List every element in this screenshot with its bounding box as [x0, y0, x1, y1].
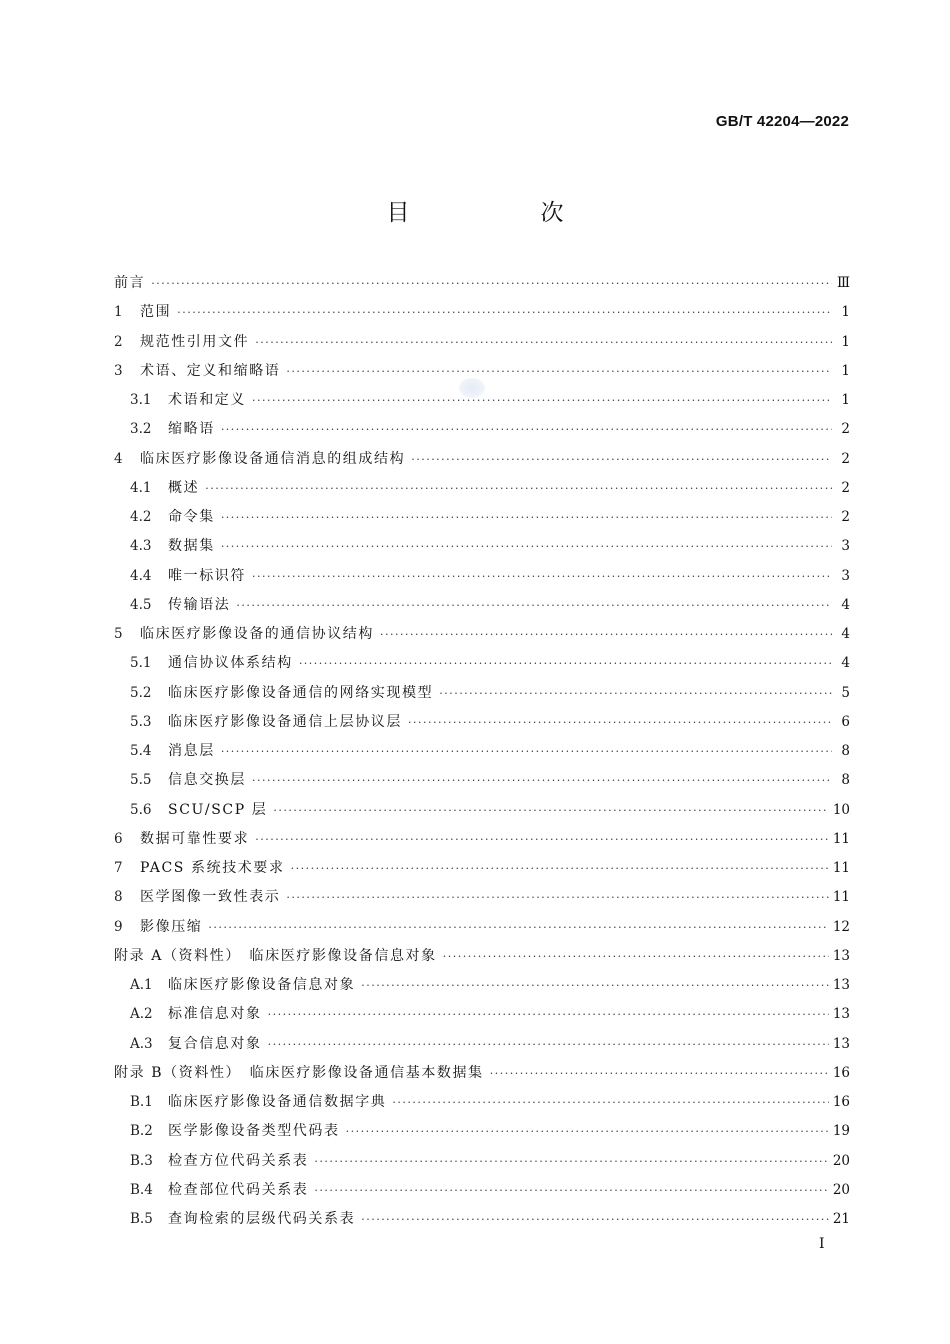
toc-entry-number: A.3: [130, 1035, 153, 1052]
toc-entry-page: 4: [841, 655, 850, 672]
toc-entry[interactable]: [114, 854, 850, 883]
toc-entry-number: 4: [114, 450, 123, 467]
toc-dot-leader: [255, 825, 829, 854]
toc-entry[interactable]: [114, 1176, 850, 1205]
toc-entry-number: B.3: [130, 1152, 153, 1169]
table-of-contents: [114, 269, 850, 1234]
toc-entry-title: 医学图像一致性表示: [140, 889, 281, 906]
toc-entry-page: 10: [832, 801, 850, 818]
toc-dot-leader: [268, 1030, 829, 1059]
toc-entry-page: 11: [832, 830, 850, 847]
toc-entry-page: Ⅲ: [836, 275, 850, 291]
toc-entry-number: B.1: [130, 1094, 153, 1110]
toc-entry-number: 4.5: [130, 596, 152, 613]
toc-entry-page: 4: [841, 596, 850, 613]
toc-entry[interactable]: [114, 942, 850, 971]
toc-entry[interactable]: [114, 679, 850, 708]
toc-entry-number: 8: [114, 889, 123, 906]
toc-entry-title: 通信协议体系结构: [168, 655, 293, 672]
toc-entry-title: 唯一标识符: [168, 567, 246, 584]
toc-dot-leader: [205, 474, 832, 503]
toc-entry-title: 附录 B（资料性） 临床医疗影像设备通信基本数据集: [114, 1064, 484, 1081]
toc-dot-leader: [361, 971, 829, 1000]
toc-dot-leader: [361, 1205, 829, 1234]
toc-dot-leader: [268, 1000, 829, 1029]
toc-entry-number: 5.1: [130, 655, 152, 672]
toc-dot-leader: [443, 942, 829, 971]
toc-entry-number: A.2: [130, 1006, 153, 1023]
toc-dot-leader: [299, 649, 832, 678]
toc-entry-page: 13: [832, 977, 850, 993]
toc-entry-page: 3: [841, 538, 850, 555]
toc-entry-page: 12: [832, 918, 850, 935]
toc-entry-number: 5.4: [130, 743, 152, 759]
toc-entry[interactable]: [114, 883, 850, 912]
toc-entry-title: 临床医疗影像设备通信消息的组成结构: [140, 450, 406, 467]
toc-entry[interactable]: [114, 357, 850, 386]
toc-entry[interactable]: [114, 796, 850, 825]
toc-entry-title: 标准信息对象: [168, 1006, 262, 1023]
toc-dot-leader: [252, 766, 832, 795]
toc-dot-leader: [314, 1176, 828, 1205]
toc-entry[interactable]: [114, 649, 850, 678]
toc-entry[interactable]: [114, 562, 850, 591]
toc-entry-title: 缩略语: [168, 421, 215, 438]
toc-entry-title: 术语、定义和缩略语: [140, 362, 281, 379]
toc-entry[interactable]: [114, 1088, 850, 1117]
toc-entry-page: 20: [832, 1152, 850, 1169]
toc-entry-title: 检查方位代码关系表: [168, 1152, 309, 1169]
toc-entry-page: 3: [841, 567, 850, 584]
toc-entry-title: 影像压缩: [140, 918, 203, 935]
toc-entry[interactable]: [114, 591, 850, 620]
toc-entry-number: 4.3: [130, 538, 152, 555]
toc-entry-title: 消息层: [168, 743, 215, 759]
toc-entry-number: 3.2: [130, 421, 152, 438]
toc-entry-title: 前言: [114, 275, 146, 291]
toc-entry-page: 8: [841, 772, 850, 789]
toc-entry-number: 9: [114, 918, 123, 935]
toc-entry-number: B.5: [130, 1211, 153, 1227]
toc-entry-page: 11: [832, 860, 850, 876]
toc-entry-page: 11: [832, 889, 850, 906]
toc-dot-leader: [408, 708, 832, 737]
toc-entry-number: 3.1: [130, 392, 152, 408]
toc-entry[interactable]: [114, 913, 850, 942]
toc-entry-number: 5.3: [130, 713, 152, 730]
toc-dot-leader: [221, 737, 832, 766]
toc-entry-page: 20: [832, 1181, 850, 1198]
toc-entry[interactable]: [114, 328, 850, 357]
toc-entry-page: 6: [841, 713, 850, 730]
toc-dot-leader: [439, 679, 832, 708]
toc-entry-title: 信息交换层: [168, 772, 246, 789]
toc-entry-page: 4: [841, 626, 850, 642]
toc-entry-page: 5: [841, 684, 850, 701]
toc-entry-title: 术语和定义: [168, 392, 246, 408]
toc-entry[interactable]: [114, 298, 850, 327]
toc-entry[interactable]: [114, 503, 850, 532]
toc-dot-leader: [490, 1059, 829, 1088]
toc-entry[interactable]: [114, 386, 850, 415]
toc-entry-number: 1: [114, 304, 123, 321]
toc-entry-title: 查询检索的层级代码关系表: [168, 1211, 356, 1227]
toc-entry-number: 4.4: [130, 567, 152, 584]
toc-entry-number: B.4: [130, 1181, 153, 1198]
toc-entry-page: 16: [832, 1064, 850, 1081]
toc-entry-title: 命令集: [168, 509, 215, 525]
toc-entry-title: 附录 A（资料性） 临床医疗影像设备信息对象: [114, 947, 437, 964]
toc-entry-number: 5: [114, 626, 123, 642]
toc-entry[interactable]: [114, 532, 850, 561]
toc-entry[interactable]: [114, 620, 850, 649]
toc-entry-page: 13: [832, 1035, 850, 1052]
standard-code: GB/T 42204—2022: [715, 113, 849, 130]
toc-entry-number: 5.6: [130, 801, 152, 818]
toc-entry-title: 数据可靠性要求: [140, 830, 250, 847]
toc-entry-number: 4.2: [130, 509, 152, 525]
toc-dot-leader: [151, 269, 832, 298]
toc-dot-leader: [221, 415, 832, 444]
toc-entry[interactable]: [114, 1147, 850, 1176]
toc-entry-number: 5.5: [130, 772, 152, 789]
toc-entry-page: 13: [832, 947, 850, 964]
toc-dot-leader: [252, 386, 832, 415]
toc-entry[interactable]: [114, 415, 850, 444]
toc-dot-leader: [273, 796, 828, 825]
toc-entry[interactable]: [114, 766, 850, 795]
toc-entry-number: A.1: [130, 977, 153, 993]
toc-entry-page: 21: [832, 1211, 850, 1227]
toc-entry[interactable]: [114, 269, 850, 298]
toc-entry-title: PACS 系统技术要求: [140, 860, 285, 876]
toc-entry-title: 检查部位代码关系表: [168, 1181, 309, 1198]
toc-dot-leader: [286, 357, 832, 386]
toc-dot-leader: [411, 445, 832, 474]
toc-dot-leader: [380, 620, 832, 649]
toc-entry-number: 5.2: [130, 684, 152, 701]
toc-dot-leader: [291, 854, 829, 883]
toc-entry-page: 1: [841, 304, 850, 321]
toc-entry-page: 2: [841, 450, 850, 467]
toc-entry[interactable]: [114, 971, 850, 1000]
toc-dot-leader: [221, 532, 832, 561]
toc-entry[interactable]: [114, 1117, 850, 1146]
toc-entry-page: 2: [841, 421, 850, 438]
toc-entry-number: B.2: [130, 1123, 153, 1140]
toc-dot-leader: [177, 298, 832, 327]
toc-entry-number: 7: [114, 860, 123, 876]
toc-dot-leader: [252, 562, 832, 591]
toc-dot-leader: [392, 1088, 828, 1117]
toc-entry[interactable]: [114, 1000, 850, 1029]
toc-entry-page: 2: [841, 479, 850, 496]
toc-entry-title: 概述: [168, 479, 200, 496]
toc-entry-title: 临床医疗影像设备通信的网络实现模型: [168, 684, 434, 701]
toc-dot-leader: [255, 328, 832, 357]
toc-entry-page: 1: [841, 362, 850, 379]
toc-entry-page: 16: [832, 1094, 850, 1110]
toc-entry-title: 临床医疗影像设备通信上层协议层: [168, 713, 402, 730]
toc-entry-title: 临床医疗影像设备通信数据字典: [168, 1094, 387, 1110]
toc-entry[interactable]: [114, 737, 850, 766]
toc-entry-number: 2: [114, 333, 123, 350]
toc-entry-title: 临床医疗影像设备信息对象: [168, 977, 356, 993]
toc-entry-title: 数据集: [168, 538, 215, 555]
toc-entry-title: 传输语法: [168, 596, 231, 613]
toc-entry[interactable]: [114, 474, 850, 503]
toc-entry-page: 1: [841, 392, 850, 408]
toc-entry-title: 医学影像设备类型代码表: [168, 1123, 340, 1140]
toc-entry-title: 复合信息对象: [168, 1035, 262, 1052]
toc-dot-leader: [286, 883, 828, 912]
toc-entry-title: 范围: [140, 304, 172, 321]
toc-dot-leader: [314, 1147, 828, 1176]
toc-entry-title: 规范性引用文件: [140, 333, 250, 350]
toc-entry-number: 6: [114, 830, 123, 847]
toc-entry[interactable]: [114, 708, 850, 737]
toc-entry-page: 13: [832, 1006, 850, 1023]
toc-entry[interactable]: [114, 445, 850, 474]
toc-title: 目 次: [386, 200, 618, 226]
toc-entry-number: 3: [114, 362, 123, 379]
toc-entry-number: 4.1: [130, 479, 152, 496]
toc-entry[interactable]: [114, 1030, 850, 1059]
toc-entry-page: 2: [841, 509, 850, 525]
toc-entry[interactable]: [114, 1059, 850, 1088]
toc-entry-page: 19: [832, 1123, 850, 1140]
toc-dot-leader: [346, 1117, 829, 1146]
toc-dot-leader: [208, 913, 828, 942]
toc-entry-title: 临床医疗影像设备的通信协议结构: [140, 626, 374, 642]
toc-entry-page: 8: [841, 743, 850, 759]
toc-entry-page: 1: [841, 333, 850, 350]
toc-dot-leader: [221, 503, 832, 532]
toc-entry[interactable]: [114, 1205, 850, 1234]
footer-page-number: I: [819, 1236, 825, 1252]
toc-entry[interactable]: [114, 825, 850, 854]
toc-dot-leader: [236, 591, 832, 620]
toc-entry-title: SCU/SCP 层: [168, 801, 268, 818]
